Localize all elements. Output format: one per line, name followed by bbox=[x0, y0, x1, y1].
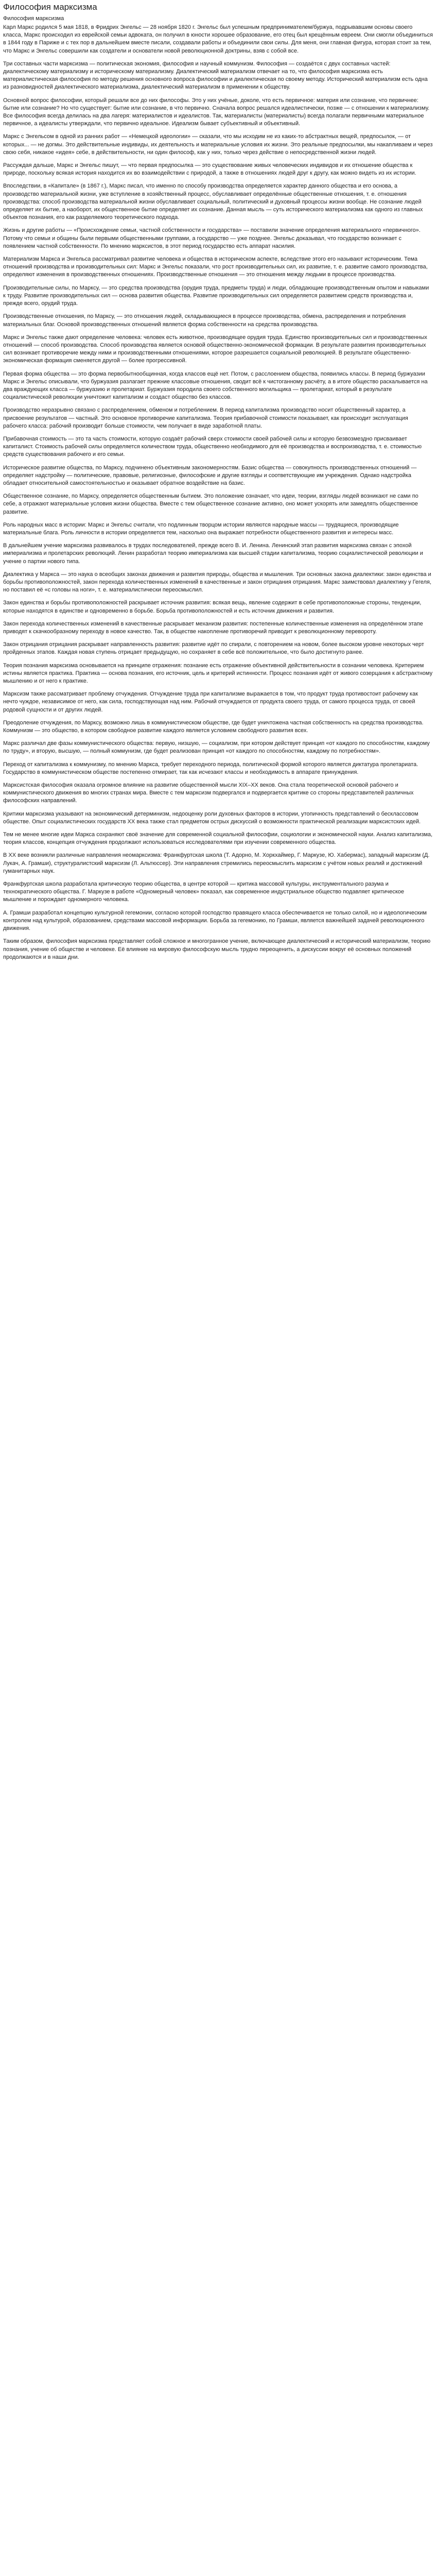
page-subtitle: Философия марксизма bbox=[3, 15, 64, 22]
paragraph: Производство неразрывно связано с распределением, обменом и потреблением. В период капитализма производство носит общественный характер, а присвоение результатов — частный. Это основное противоречие капитализма. Теория прибавочной стоимости показывает, как происходит эксплуатация рабочего класса: рабочий производит больше стоимости, чем получает в виде заработной платы. bbox=[3, 407, 408, 429]
document-body bbox=[3, 24, 433, 961]
paragraph: В дальнейшем учение марксизма развивалось в трудах последователей, прежде всего В. И. Ленина. Ленинский этап развития марксизма связан с эпохой империализма и пролетарских революций. Ленин разработал теорию империализма как высшей стадии капитализма, теорию социалистической революции и учение о партии нового типа. bbox=[3, 543, 423, 565]
paragraph: Первая форма общества — это форма первобытнообщинная, когда классов ещё нет. Потом, с расслоением общества, появились классы. В период буржуазии Маркс и Энгельс описывали, что буржуазия разлагает прежние классовые отношения, сводит всё к чистоганному расчёту, а в итоге общество раскалывается на два враждующих класса — буржуазию и пролетариат. Буржуазия породила своего собственного могильщика — пролетариат, который в результате социалистической революции уничтожит капитализм и создаст общество без классов. bbox=[3, 370, 428, 401]
paragraph: Закон перехода количественных изменений в качественные раскрывает механизм развития: постепенные количественные изменения на определённом этапе приводят к скачкообразному переходу в новое качество. Так, в обществе накопление противоречий приводит к революционному перевороту. bbox=[3, 620, 423, 635]
paragraph: Основной вопрос философии, который решали все до них философы. Это у них учёные, доколе, что есть первичное: материя или сознание, что первичнее: бытие или сознание? Но что существует: бытие или сознание, в что первично. Сначала вопрос решался идеалистически, позже — с отношении к материализму. Все философия всегда делилась на два лагеря: материалистов и идеалистов. Так, материалисты (материалисты) всегда полагали первичными материальное первичное, а идеалисты утверждали, что первично идеальное. Идеализм бывает субъективный и объективный. bbox=[3, 97, 430, 127]
paragraph: Маркс различал две фазы коммунистического общества: первую, низшую, — социализм, при котором действует принцип «от каждого по способностям, каждому по труду», и вторую, высшую, — полный коммунизм, где будет реализован принцип «от каждого по способностям, каждому по потребностям». bbox=[3, 740, 430, 755]
paragraph: Роль народных масс в истории: Маркс и Энгельс считали, что подлинным творцом истории являются народные массы — трудящиеся, производящие материальные блага. Роль личности в истории определяется тем, насколько она выражает потребности общественного развития и интересы масс. bbox=[3, 521, 399, 536]
paragraph: Производительные силы, по Марксу, — это средства производства (орудия труда, предметы труда) и люди, обладающие производственным опытом и навыками к труду. Развитие производительных сил — основа развития общества. Развитие производительных сил определяется развитием средств производства и, прежде всего, орудий труда. bbox=[3, 284, 429, 307]
paragraph: Жизнь и другие работы — «Происхождение семьи, частной собственности и государства» — поставили значение определения материального «первичного». Потому что семьи и общины были первыми общественными группами, а государство — уже позднее. Энгельс доказывал, что государство возникает с появлением частной собственности. По мнению марксистов, в этот период государство есть аппарат насилия. bbox=[3, 227, 421, 249]
paragraph: Материализм Маркса и Энгельса рассматривал развитие человека и общества в историческом аспекте, вследствие этого его называют историческим. Тема отношений производства и производительных сил: Маркс и Энгельс показали, что рост производительных сил, их развитие, т. е. развитие самого производства, определяют изменения в производственных отношениях. Производственные отношения — это отношения между людьми в процессе производства. bbox=[3, 256, 428, 278]
paragraph: Франкфуртская школа разработала критическую теорию общества, в центре которой — критика массовой культуры, инструментального разума и технократического общества. Г. Маркузе в работе «Одномерный человек» показал, как современное индустриальное общество подавляет критическое мышление и порождает одномерного человека. bbox=[3, 881, 405, 903]
paragraph: Теория познания марксизма основывается на принципе отражения: познание есть отражение объективной действительности в сознании человека. Критерием истины является практика. Практика — основа познания, его источник, цель и критерий истинности. Процесс познания идёт от живого созерцания к абстрактному мышлению и от него к практике. bbox=[3, 662, 433, 685]
paragraph: Историческое развитие общества, по Марксу, подчинено объективным закономерностям. Базис общества — совокупность производственных отношений — определяет надстройку — политические, правовые, религиозные, философские и другие взгляды и соответствующие им учреждения. Однако надстройка обладает относительной самостоятельностью и оказывает обратное воздействие на базис. bbox=[3, 464, 417, 486]
paragraph: Закон отрицания отрицания раскрывает направленность развития: развитие идёт по спирали, с повторением на новом, более высоком уровне некоторых черт пройденных этапов. Каждая новая ступень отрицает предыдущую, но сохраняет в себе всё положительное, что было достигнуто ранее. bbox=[3, 641, 424, 656]
paragraph: Три составных части марксизма — политическая экономия, философия и научный коммунизм. Философия — создаётся с двух составных частей: диалектическому материализму и историческому материализму. Диалектический материализм отвечает на то, что философия марксизма есть материалистическая философия по методу решения основного вопроса философии и диалектическая по своему методу. Исторический материализм есть одна из разновидностей диалектического материализма, диалектический материализм в применении к обществу. bbox=[3, 60, 428, 91]
paragraph: Впоследствии, в «Капитале» (в 1867 г.), Маркс писал, что именно по способу производства определяется характер данного общества и его основа, а производство материальной жизни, уже вступление в хозяйственный процесс, обуславливает определённые общественные отношения, т. е. отношения производства: способ производства материальной жизни обуславливает социальный, политический и духовный процессы жизни вообще. Не сознание людей определяет их бытие, а наоборот, их общественное бытие определяет их сознание. Данная мысль — суть исторического материализма как одного из главных объектов познания, его как разделяемого теоретического подхода. bbox=[3, 183, 423, 221]
paragraph: Производственные отношения, по Марксу, — это отношения людей, складывающиеся в процессе производства, обмена, распределения и потребления материальных благ. Основой производственных отношений является форма собственности на средства производства. bbox=[3, 313, 406, 328]
paragraph: Прибавочная стоимость — это та часть стоимости, которую создаёт рабочий сверх стоимости своей рабочей силы и которую безвозмездно присваивает капиталист. Стоимость рабочей силы определяется количеством труда, общественно необходимого для её производства и воспроизводства, т. е. стоимостью средств существования рабочего и его семьи. bbox=[3, 435, 422, 458]
paragraph: Критики марксизма указывают на экономический детерминизм, недооценку роли духовных факторов в истории, утопичность представлений о бесклассовом обществе. Опыт социалистических государств XX века также стал предметом острых дискуссий о возможности практической реализации марксистских идей. bbox=[3, 810, 421, 825]
paragraph: Маркс и Энгельс также дают определение человека: человек есть животное, производящее орудия труда. Единство производительных сил и производственных отношений — способ производства. Способ производства является основой общественно-экономической формации. В результате развития производительных сил возникает противоречие между ними и производственными отношениями, которое разрешается социальной революцией. В результате общественно-экономическая формация сменяется другой — более прогрессивной. bbox=[3, 334, 427, 364]
paragraph: Карл Маркс родился 5 мая 1818, в Фридрих Энгельс — 28 ноября 1820 г. Энгельс был успешным предпринимателем/буржуа, подрывавшим основы своего класса, Маркс происходил из еврейской семьи адвоката, он получил в юности хорошее образование, его отец был крещённым евреем. Они смогли объединиться в 1844 году в Париже и с тех пор в дальнейшем вместе писали, создавали работы и объединили свои силы. Для меня, они главная фигура, которая стоит за тем, что Маркс и Энгельс совершили как создатели и основатели новой революционной доктрины, взяв с собой все. bbox=[3, 24, 433, 54]
paragraph: В XX веке возникли различные направления неомарксизма: Франкфуртская школа (Т. Адорно, М. Хоркхаймер, Г. Маркузе, Ю. Хабермас), западный марксизм (Д. Лукач, А. Грамши), структуралистский марксизм (Л. Альтюссер). Эти направления стремились переосмыслить марксизм с учётом новых реалий и достижений гуманитарных наук. bbox=[3, 852, 430, 874]
paragraph: Тем не менее многие идеи Маркса сохраняют своё значение для современной социальной философии, социологии и экономической науки. Анализ капитализма, теория классов, концепция отчуждения продолжают использоваться исследователями при изучении современного общества. bbox=[3, 832, 433, 846]
paragraph: Марксистская философия оказала огромное влияние на развитие общественной мысли XIX–XX веков. Она стала теоретической основой рабочего и коммунистического движения во многих странах мира. Вместе с тем марксизм подвергался и подвергается критике со стороны представителей различных философских направлений. bbox=[3, 782, 414, 804]
paragraph: Переход от капитализма к коммунизму, по мнению Маркса, требует переходного периода, политической формой которого является диктатура пролетариата. Государство в коммунистическом обществе постепенно отмирает, так как исчезают классы и необходимость в аппарате принуждения. bbox=[3, 761, 418, 775]
paragraph: Марксизм также рассматривает проблему отчуждения. Отчуждение труда при капитализме выражается в том, что продукт труда противостоит рабочему как нечто чуждое, независимое от него, как сила, господствующая над ним. Рабочий отчуждается от продукта своего труда, от самого процесса труда, от своей родовой сущности и от других людей. bbox=[3, 691, 418, 713]
paragraph: Маркс с Энгельсом в одной из ранних работ — «Немецкой идеологии» — сказали, что мы исходим не из каких-то абстрактных вещей, предпосылок, — от которых... — не догмы. Это действительные индивиды, их деятельность и материальные условия их жизни. Это реальные предпосылки, мы накапливаем и через свою себя, никакое «идея» себе, в действительности, ни один философ, как у них, только через действие о непосредственной жизни людей. bbox=[3, 133, 433, 156]
paragraph: Таким образом, философия марксизма представляет собой сложное и многогранное учение, включающее диалектический и исторический материализм, теорию познания, учение об обществе и человеке. Её влияние на мировую философскую мысль трудно переоценить, а дискуссии вокруг её основных положений продолжаются и в наши дни. bbox=[3, 938, 431, 960]
page-title: Философия марксизма bbox=[3, 2, 97, 12]
paragraph: А. Грамши разработал концепцию культурной гегемонии, согласно которой господство правящего класса обеспечивается не только силой, но и идеологическим контролем над культурой, образованием, средствами массовой информации. Борьба за гегемонию, по Грамши, является важнейшей задачей революционного движения. bbox=[3, 909, 427, 932]
paragraph: Преодоление отчуждения, по Марксу, возможно лишь в коммунистическом обществе, где будет уничтожена частная собственность на средства производства. Коммунизм — это общество, в котором свободное развитие каждого является условием свободного развития всех. bbox=[3, 719, 424, 734]
paragraph: Общественное сознание, по Марксу, определяется общественным бытием. Это положение означает, что идеи, теории, взгляды людей возникают не сами по себе, а отражают материальные условия жизни общества. Вместе с тем общественное сознание активно, оно может ускорять или замедлять общественное развитие. bbox=[3, 493, 418, 515]
paragraph: Закон единства и борьбы противоположностей раскрывает источник развития: всякая вещь, явление содержит в себе противоположные стороны, тенденции, которые находятся в единстве и одновременно в борьбе. Борьба противоположностей и есть источник движения и развития. bbox=[3, 600, 422, 614]
document-page bbox=[0, 0, 436, 961]
paragraph: Диалектика у Маркса — это наука о всеобщих законах движения и развития природы, общества и мышления. Три основных закона диалектики: закон единства и борьбы противоположностей, закон перехода количественных изменений в качественные и закон отрицания отрицания. Маркс заимствовал диалектику у Гегеля, но поставил её «с головы на ноги», т. е. материалистически переосмыслил. bbox=[3, 571, 431, 594]
paragraph: Рассуждая дальше, Маркс и Энгельс пишут, — что первая предпосылка — это существование живых человеческих индивидов и их отношение общества к природе, поскольку всякая история находится их во взаимодействии с природой, а также в отношениях людей друг к другу, как можно видеть из их истории. bbox=[3, 162, 416, 177]
